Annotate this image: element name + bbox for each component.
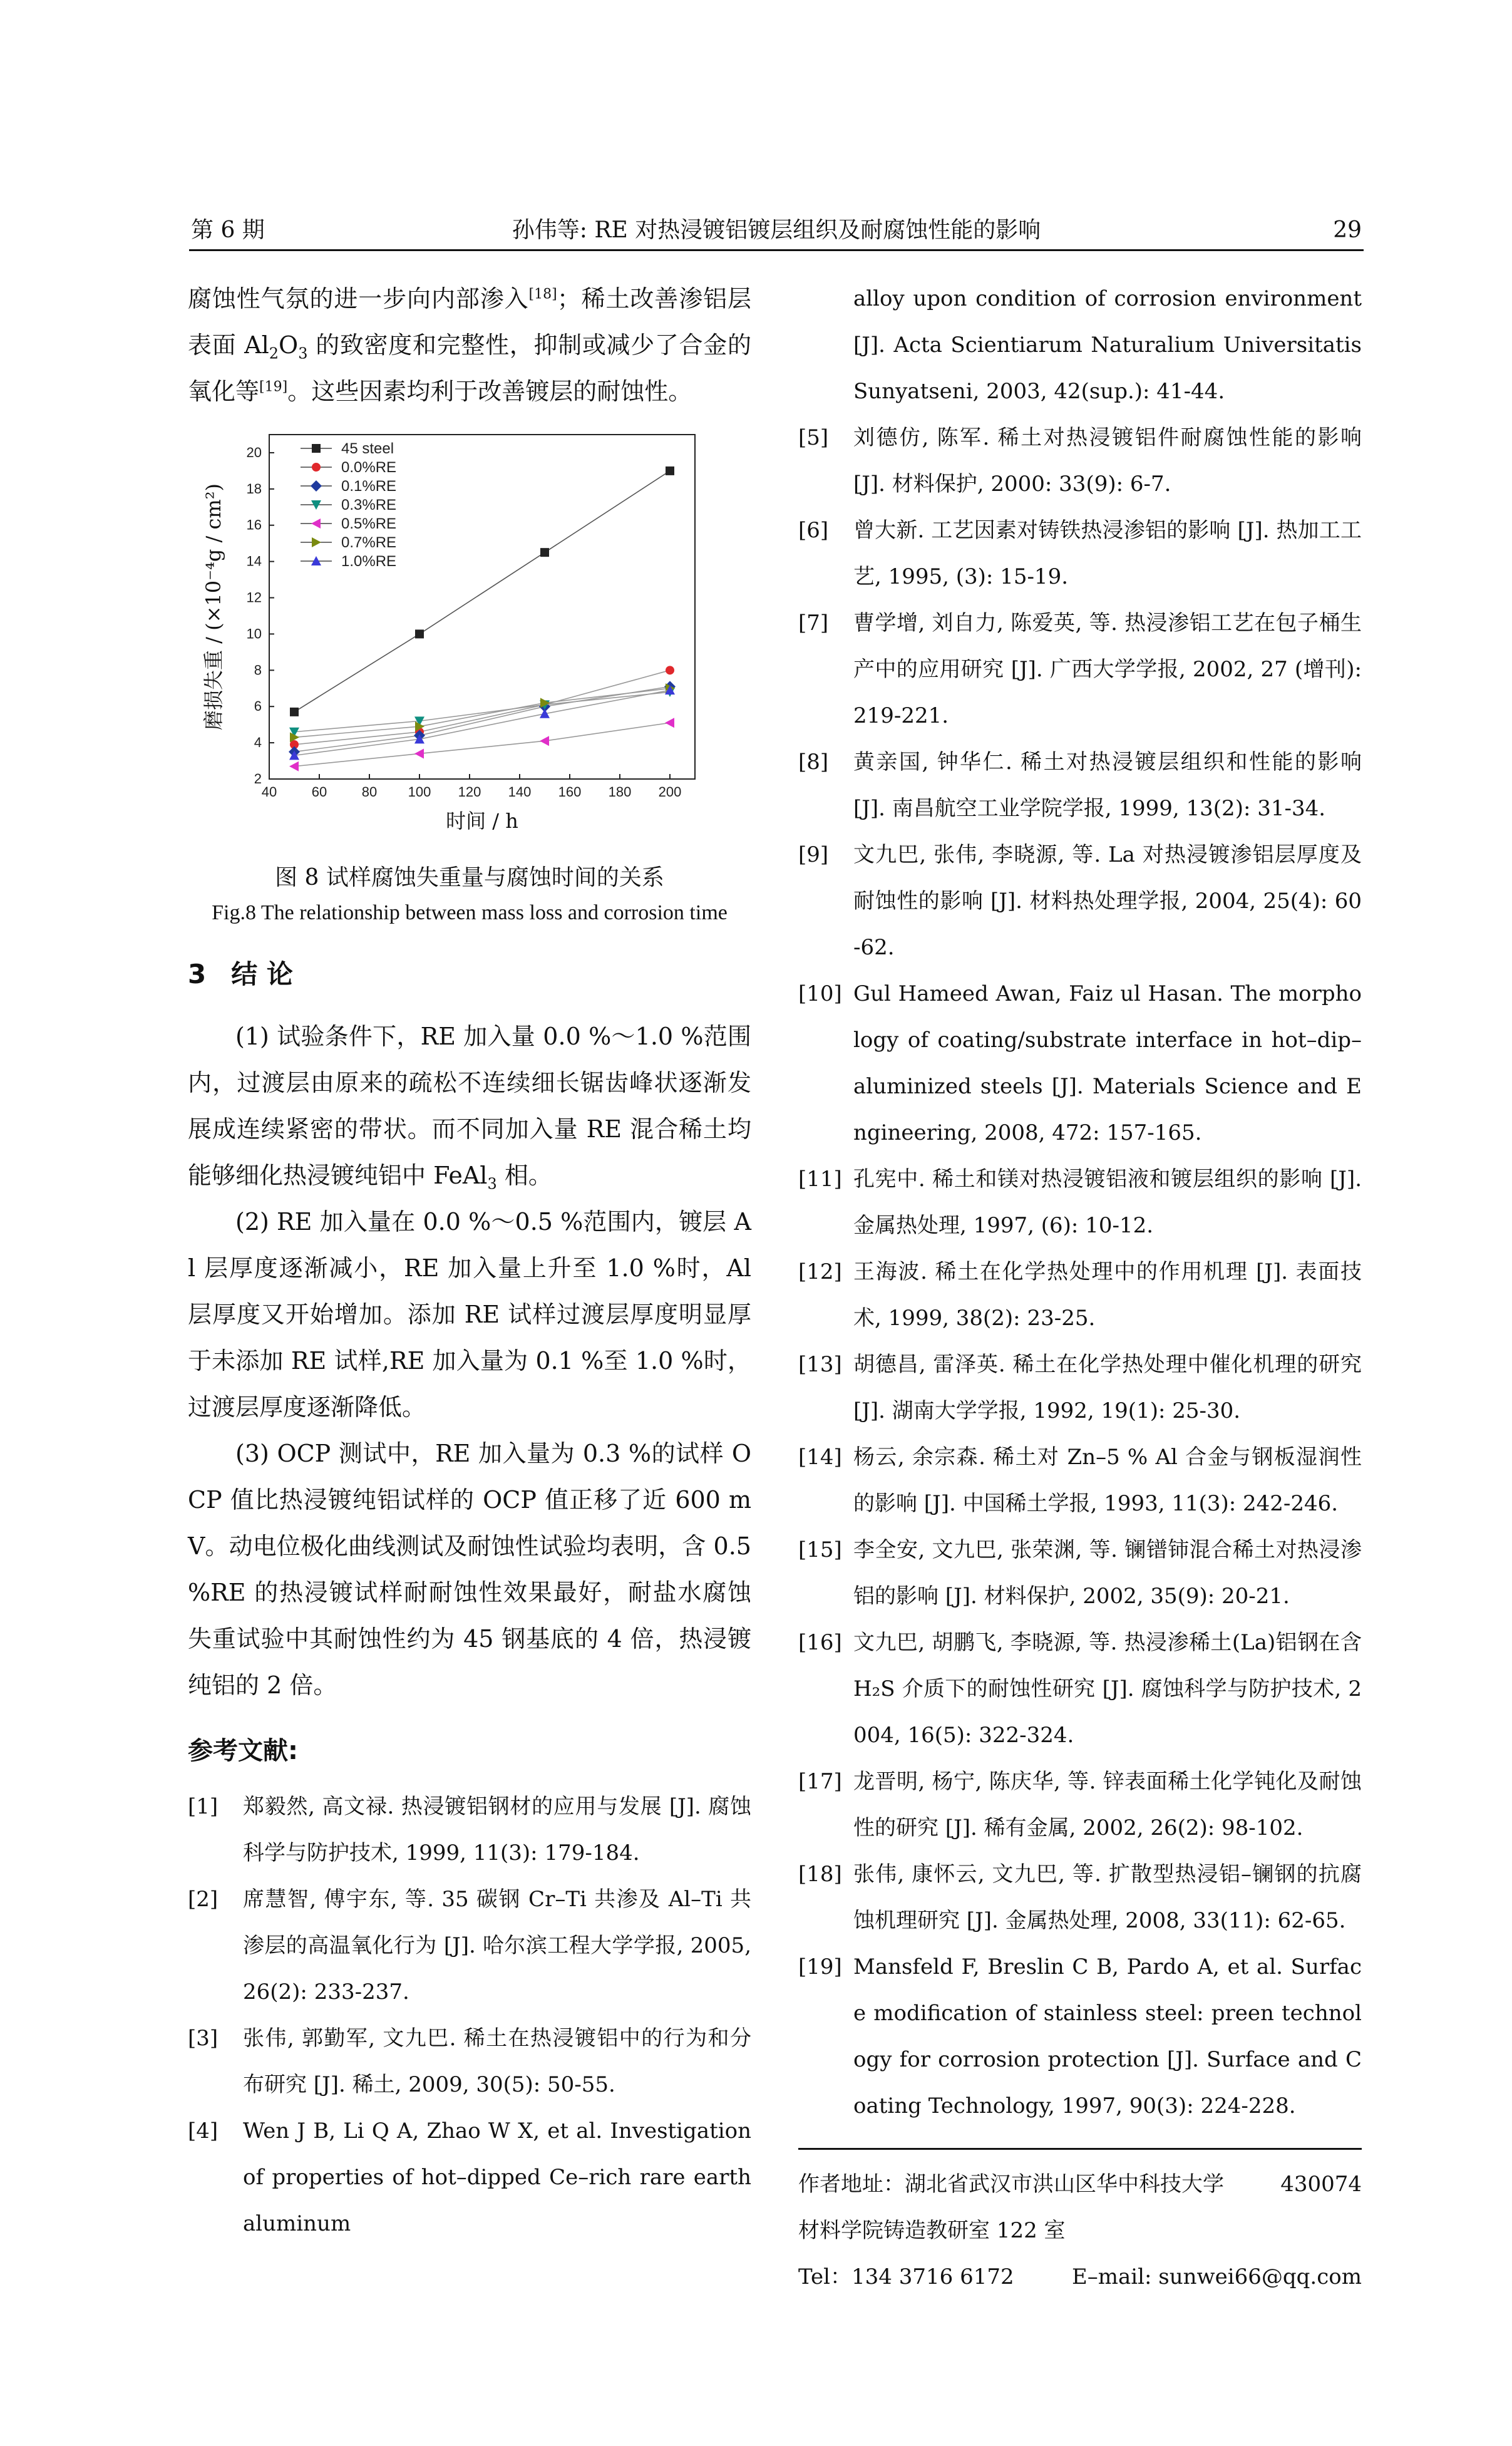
legend-label: 0.7%RE bbox=[341, 534, 397, 551]
y-tick-label: 14 bbox=[246, 553, 262, 569]
reference-item: [10] Gul Hameed Awan, Faiz ul Hasan. The morphology of coating/substrate interface in hot–dip–aluminized steels [J]. Materials Science and Engineering, 2008, 472: 157-165. bbox=[798, 981, 1362, 1145]
header-rule bbox=[189, 249, 1364, 251]
y-tick-label: 20 bbox=[246, 444, 262, 460]
reference-item: [2] 席慧智, 傅宇东, 等. 35 碳钢 Cr–Ti 共渗及 Al–Ti 共渗层的高温氧化行为 [J]. 哈尔滨工程大学学报, 2005, 26(2): 233-237. bbox=[188, 1887, 751, 2005]
reference-item: [18] 张伟, 康怀云, 文九巴, 等. 扩散型热浸铝–镧钢的抗腐蚀机理研究 [J]. 金属热处理, 2008, 33(11): 62-65. bbox=[798, 1862, 1362, 1933]
conclusion-3: (3) OCP 测试中，RE 加入量为 0.3 %的试样 OCP 值比热浸镀纯铝试样的 OCP 值正移了近 600 mV。动电位极化曲线测试及耐蚀性试验均表明，含 0.5 %RE 的热浸镀试样耐耐蚀性效果最好，耐盐水腐蚀失重试验中其耐蚀性约为 45 钢基底的 4 倍，热浸镀纯铝的 2 倍。 bbox=[188, 1440, 751, 1699]
y-tick-label: 16 bbox=[246, 517, 262, 533]
left-column bbox=[188, 276, 751, 2247]
legend-marker bbox=[311, 519, 321, 529]
x-tick-label: 200 bbox=[658, 784, 682, 800]
y-axis-label: 磨损失重 / (×10⁻⁴g / cm²) bbox=[202, 483, 225, 731]
reference-item: [9] 文九巴, 张伟, 李晓源, 等. La 对热浸镀渗铝层厚度及耐蚀性的影响 [J]. 材料热处理学报, 2004, 25(4): 60-62. bbox=[798, 842, 1362, 960]
reference-item: [16] 文九巴, 胡鹏飞, 李晓源, 等. 热浸渗稀土(La)铝钢在含 H₂S 介质下的耐蚀性研究 [J]. 腐蚀科学与防护技术, 2004, 16(5): 322-324. bbox=[798, 1630, 1362, 1748]
y-tick-label: 4 bbox=[254, 735, 262, 751]
series-line bbox=[294, 686, 670, 751]
figure-caption-cn: 图 8 试样腐蚀失重量与腐蚀时间的关系 bbox=[275, 865, 664, 890]
running-header bbox=[191, 212, 1362, 249]
reference-item: [11] 孔宪中. 稀土和镁对热浸镀铝液和镀层组织的影响 [J]. 金属热处理, 1997, (6): 10-12. bbox=[798, 1167, 1362, 1238]
data-point bbox=[665, 718, 674, 728]
legend-label: 0.5%RE bbox=[341, 515, 397, 532]
data-point bbox=[289, 761, 299, 771]
reference-item: [3] 张伟, 郭勤军, 文九巴. 稀土在热浸镀铝中的行为和分布研究 [J]. 稀土, 2009, 30(5): 50-55. bbox=[188, 2026, 751, 2097]
legend-marker bbox=[312, 463, 321, 472]
figure-8 bbox=[188, 428, 751, 860]
y-tick-label: 2 bbox=[254, 771, 262, 787]
section-heading bbox=[188, 949, 751, 999]
legend-label: 0.0%RE bbox=[341, 459, 397, 476]
mass-loss-chart bbox=[188, 428, 751, 860]
legend-marker bbox=[312, 537, 321, 547]
tel: Tel：134 3716 6172 bbox=[798, 2264, 1014, 2289]
issue-label: 第 6 期 bbox=[191, 217, 265, 243]
author-address-line2: 材料学院铸造教研室 122 室 bbox=[798, 2218, 1066, 2243]
reference-item: [17] 龙晋明, 杨宁, 陈庆华, 等. 锌表面稀土化学钝化及耐蚀性的研究 [J]. 稀有金属, 2002, 26(2): 98-102. bbox=[798, 1769, 1362, 1840]
legend-label: 0.3%RE bbox=[341, 497, 397, 513]
x-tick-label: 100 bbox=[408, 784, 431, 800]
right-column bbox=[798, 276, 1362, 2300]
y-tick-label: 12 bbox=[246, 589, 262, 606]
citation[interactable]: [18] bbox=[528, 286, 557, 302]
x-tick-label: 120 bbox=[458, 784, 481, 800]
y-tick-label: 6 bbox=[254, 698, 262, 715]
conclusion-1: (1) 试验条件下，RE 加入量 0.0 %～1.0 %范围内，过渡层由原来的疏松不连续细长锯齿峰状逐渐发展成连续紧密的带状。而不同加入量 RE 混合稀土均能够细化热浸镀纯铝中 FeAl$_3$ 相。 bbox=[188, 1023, 751, 1193]
data-point bbox=[666, 666, 674, 674]
data-point bbox=[290, 708, 299, 716]
reference-item: [13] 胡德昌, 雷泽英. 稀土在化学热处理中催化机理的研究 [J]. 湖南大学学报, 1992, 19(1): 25-30. bbox=[798, 1352, 1362, 1423]
data-point bbox=[666, 467, 674, 475]
legend-marker bbox=[311, 480, 322, 492]
author-contact bbox=[798, 2254, 1362, 2300]
series-line bbox=[294, 690, 670, 755]
x-tick-label: 40 bbox=[261, 784, 277, 800]
x-tick-label: 180 bbox=[608, 784, 632, 800]
data-point bbox=[414, 748, 424, 758]
reference-list-left bbox=[188, 1783, 751, 2247]
y-tick-label: 10 bbox=[246, 626, 262, 642]
legend-label: 0.1%RE bbox=[341, 478, 397, 495]
figure-caption-en: Fig.8 The relationship between mass loss and corrosion time bbox=[212, 901, 728, 924]
section-number: 3 bbox=[188, 959, 207, 989]
reference-item: [6] 曾大新. 工艺因素对铸铁热浸渗铝的影响 [J]. 热加工工艺, 1995, (3): 15-19. bbox=[798, 518, 1362, 589]
x-tick-label: 140 bbox=[508, 784, 532, 800]
page-number: 29 bbox=[1333, 217, 1362, 243]
reference-item: [12] 王海波. 稀土在化学热处理中的作用机理 [J]. 表面技术, 1999, 38(2): 23-25. bbox=[798, 1259, 1362, 1331]
reference-item: [7] 曹学增, 刘自力, 陈爱英, 等. 热浸渗铝工艺在包子桶生产中的应用研究 [J]. 广西大学学报, 2002, 27 (增刊): 219-221. bbox=[798, 611, 1362, 728]
intro-paragraph: 腐蚀性气氛的进一步向内部渗入[18]；稀土改善渗铝层表面 $Al_2O_3$ 的致密度和完整性，抑制或减少了合金的氧化等[19]。这些因素均利于改善镀层的耐蚀性。 bbox=[188, 285, 751, 405]
reference-item: [8] 黄亲国, 钟华仁. 稀土对热浸镀层组织和性能的影响 [J]. 南昌航空工业学院学报, 1999, 13(2): 31-34. bbox=[798, 750, 1362, 821]
data-point bbox=[540, 548, 549, 557]
plot-frame bbox=[269, 435, 695, 779]
reference-item: [4] Wen J B, Li Q A, Zhao W X, et al. Investigation of properties of hot–dipped Ce–rich rare earth aluminum bbox=[188, 2118, 751, 2236]
y-tick-label: 18 bbox=[246, 480, 262, 497]
legend-marker bbox=[312, 444, 321, 453]
reference-item: [19] Mansfeld F, Breslin C B, Pardo A, et al. Surface modification of stainless steel: preen technology for corrosion protection [J]. Surface and Coating Technology, 1997, 90(3): 224-228. bbox=[798, 1954, 1362, 2118]
section-title: 结 论 bbox=[231, 959, 293, 989]
data-point bbox=[540, 736, 549, 746]
x-tick-label: 160 bbox=[558, 784, 582, 800]
series-line bbox=[294, 670, 670, 745]
legend-label: 45 steel bbox=[341, 440, 394, 457]
x-tick-label: 80 bbox=[361, 784, 378, 800]
series-line bbox=[294, 692, 670, 732]
reference-item: [15] 李全安, 文九巴, 张荣渊, 等. 镧镨铈混合稀土对热浸渗铝的影响 [J]. 材料保护, 2002, 35(9): 20-21. bbox=[798, 1537, 1362, 1609]
legend-label: 1.0%RE bbox=[341, 553, 397, 570]
reference-item: [1] 郑毅然, 高文禄. 热浸镀铝钢材的应用与发展 [J]. 腐蚀科学与防护技术, 1999, 11(3): 179-184. bbox=[188, 1794, 751, 1865]
y-tick-label: 8 bbox=[254, 662, 262, 678]
x-tick-label: 60 bbox=[311, 784, 327, 800]
data-point bbox=[415, 629, 424, 638]
x-axis-label: 时间 / h bbox=[446, 809, 518, 833]
email-link[interactable]: E–mail: sunwei66@qq.com bbox=[1071, 2264, 1362, 2289]
address-rule bbox=[798, 2148, 1362, 2150]
conclusion-2: (2) RE 加入量在 0.0 %～0.5 %范围内，镀层 Al 层厚度逐渐减小，RE 加入量上升至 1.0 %时，Al 层厚度又开始增加。添加 RE 试样过渡层厚度明显厚于未添加 RE 试样,RE 加入量为 0.1 %至 1.0 %时，过渡层厚度逐渐降低。 bbox=[188, 1208, 751, 1421]
reference-item-continued: alloy upon condition of corrosion environment [J]. Acta Scientiarum Naturalium Universitatis Sunyatseni, 2003, 42(sup.): 41-44. bbox=[853, 286, 1362, 404]
references-title: 参考文献: bbox=[188, 1736, 298, 1765]
reference-item: [14] 杨云, 余宗森. 稀土对 Zn–5 % Al 合金与钢板湿润性的影响 [J]. 中国稀土学报, 1993, 11(3): 242-246. bbox=[798, 1445, 1362, 1516]
reference-list-right bbox=[798, 415, 1362, 2129]
author-address-line1: 作者地址：湖北省武汉市洪山区华中科技大学 430074 bbox=[798, 2172, 1362, 2197]
running-title: 孙伟等: RE 对热浸镀铝镀层组织及耐腐蚀性能的影响 bbox=[512, 217, 1041, 243]
citation[interactable]: [19] bbox=[259, 379, 288, 395]
reference-item: [5] 刘德仿, 陈军. 稀土对热浸镀铝件耐腐蚀性能的影响 [J]. 材料保护, 2000: 33(9): 6-7. bbox=[798, 425, 1362, 497]
